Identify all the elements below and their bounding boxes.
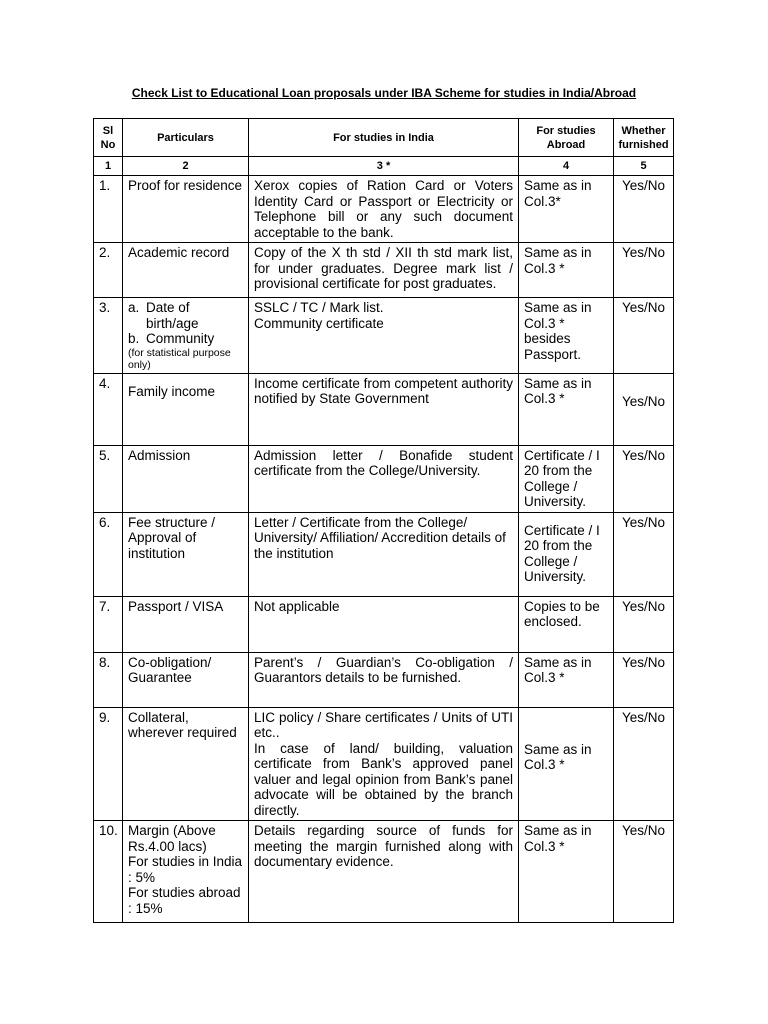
checklist-table bbox=[93, 118, 674, 923]
row-particulars: Co-obligation/ Guarantee bbox=[123, 652, 249, 707]
item-label: b. bbox=[128, 331, 140, 346]
header-furnished: Whether furnished bbox=[614, 119, 674, 157]
row-furnished: Yes/No bbox=[614, 707, 674, 821]
row-india bbox=[249, 707, 519, 821]
particulars-line-2: Approval of institution bbox=[128, 530, 197, 561]
row-abroad: Certificate / I 20 from the College / University. bbox=[519, 445, 614, 512]
row-sl: 6. bbox=[94, 512, 123, 596]
col-number: 2 bbox=[123, 157, 249, 176]
india-line-1: SSLC / TC / Mark list. bbox=[254, 300, 384, 315]
row-particulars: Passport / VISA bbox=[123, 596, 249, 652]
particulars-line-1: Fee structure / bbox=[128, 514, 216, 530]
item-label: a. bbox=[128, 300, 140, 315]
particulars-b: Community bbox=[146, 331, 215, 346]
row-particulars: Collateral, wherever required bbox=[123, 707, 249, 821]
india-line-2: Community certificate bbox=[254, 315, 384, 331]
header-india: For studies in India bbox=[249, 119, 519, 157]
row-sl: 1. bbox=[94, 176, 123, 243]
particulars-a-cont: birth/age bbox=[146, 315, 199, 331]
table-row bbox=[94, 298, 674, 374]
table-row bbox=[94, 445, 674, 512]
row-india: Copy of the X th std / XII th std mark list, for under graduates. Degree mark list / provisional certificate for post graduates. bbox=[249, 243, 519, 298]
row-particulars bbox=[123, 821, 249, 923]
row-furnished: Yes/No bbox=[614, 821, 674, 923]
row-sl: 2. bbox=[94, 243, 123, 298]
header-sl: Sl No bbox=[94, 119, 123, 157]
header-abroad: For studies Abroad bbox=[519, 119, 614, 157]
row-sl: 3. bbox=[94, 298, 123, 374]
col-number: 1 bbox=[94, 157, 123, 176]
row-furnished: Yes/No bbox=[614, 243, 674, 298]
particulars-note: (for statistical purpose only) bbox=[128, 346, 231, 371]
header-particulars: Particulars bbox=[123, 119, 249, 157]
particulars-line-2: For studies in India : 5% bbox=[128, 854, 243, 885]
table-row bbox=[94, 243, 674, 298]
row-abroad: Copies to be enclosed. bbox=[519, 596, 614, 652]
row-abroad: Same as in Col.3 * besides Passport. bbox=[519, 298, 614, 374]
row-sl: 7. bbox=[94, 596, 123, 652]
particulars-a: Date of bbox=[146, 300, 190, 315]
row-abroad: Same as in Col.3 * bbox=[519, 652, 614, 707]
row-india: Income certificate from competent authority notified by State Government bbox=[249, 373, 519, 445]
row-sl: 9. bbox=[94, 707, 123, 821]
row-abroad: Same as in Col.3 * bbox=[519, 821, 614, 923]
row-furnished: Yes/No bbox=[614, 373, 674, 445]
row-particulars: Family income bbox=[123, 373, 249, 445]
row-particulars: Proof for residence bbox=[123, 176, 249, 243]
row-furnished: Yes/No bbox=[614, 512, 674, 596]
row-sl: 5. bbox=[94, 445, 123, 512]
table-row bbox=[94, 373, 674, 445]
row-india: Letter / Certificate from the College/ University/ Affiliation/ Accredition details of the institution bbox=[249, 512, 519, 596]
row-particulars bbox=[123, 512, 249, 596]
row-furnished: Yes/No bbox=[614, 176, 674, 243]
row-furnished: Yes/No bbox=[614, 445, 674, 512]
row-india: Admission letter / Bonafide student certificate from the College/University. bbox=[249, 445, 519, 512]
col-number: 3 * bbox=[249, 157, 519, 176]
row-india: Parent’s / Guardian’s Co-obligation / Guarantors details to be furnished. bbox=[249, 652, 519, 707]
row-india: Details regarding source of funds for meeting the margin furnished along with documentary evidence. bbox=[249, 821, 519, 923]
row-furnished: Yes/No bbox=[614, 596, 674, 652]
particulars-line-3: For studies abroad : 15% bbox=[128, 885, 241, 916]
row-abroad: Certificate / I 20 from the College / University. bbox=[519, 512, 614, 596]
page-title: Check List to Educational Loan proposals under IBA Scheme for studies in India/Abroad bbox=[131, 86, 637, 100]
row-sl: 8. bbox=[94, 652, 123, 707]
row-india bbox=[249, 298, 519, 374]
row-particulars bbox=[123, 298, 249, 374]
row-abroad: Same as in Col.3 * bbox=[519, 373, 614, 445]
row-abroad: Same as in Col.3 * bbox=[519, 707, 614, 821]
table-row bbox=[94, 821, 674, 923]
row-abroad: Same as in Col.3 * bbox=[519, 243, 614, 298]
column-number-row bbox=[94, 157, 674, 176]
row-furnished: Yes/No bbox=[614, 652, 674, 707]
row-india: Xerox copies of Ration Card or Voters Identity Card or Passport or Electricity or Telephone bill or any such document acceptable to the bank. bbox=[249, 176, 519, 243]
table-row bbox=[94, 176, 674, 243]
header-row bbox=[94, 119, 674, 157]
row-sl: 4. bbox=[94, 373, 123, 445]
india-line-1: LIC policy / Share certificates / Units of UTI etc.. bbox=[254, 709, 513, 740]
row-sl: 10. bbox=[94, 821, 123, 923]
row-furnished: Yes/No bbox=[614, 298, 674, 374]
india-line-2: In case of land/ building, valuation certificate from Bank’s approved panel valuer and legal opinion from Bank’s panel advocate will be obtained by the branch directly. bbox=[254, 740, 513, 818]
table-row bbox=[94, 707, 674, 821]
table-row bbox=[94, 596, 674, 652]
row-abroad: Same as in Col.3* bbox=[519, 176, 614, 243]
col-number: 5 bbox=[614, 157, 674, 176]
row-particulars: Academic record bbox=[123, 243, 249, 298]
table-row bbox=[94, 652, 674, 707]
row-particulars: Admission bbox=[123, 445, 249, 512]
table-row bbox=[94, 512, 674, 596]
particulars-line-1: Margin (Above Rs.4.00 lacs) bbox=[128, 823, 216, 854]
row-india: Not applicable bbox=[249, 596, 519, 652]
col-number: 4 bbox=[519, 157, 614, 176]
